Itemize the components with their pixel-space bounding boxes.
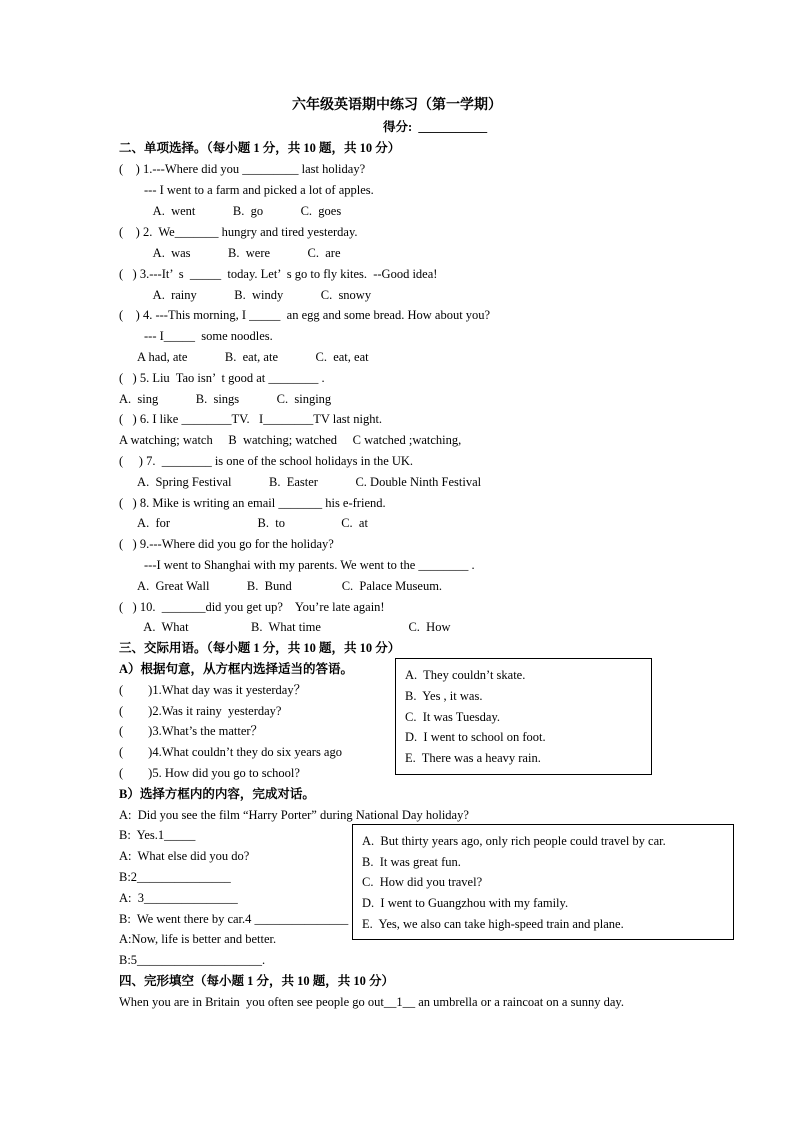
- question-line: ( ) 5. Liu Tao isn’ t good at ________ .: [119, 371, 325, 385]
- partA-question: ( )3.What’s the matter？: [119, 724, 264, 738]
- question-line: ( ) 4. ---This morning, I _____ an egg and some bread. How about you?: [119, 308, 491, 322]
- question-line: ( ) 3.---It’ s _____ today. Let’ s go to fly kites. --Good idea!: [119, 267, 438, 281]
- section3-heading: 三、交际用语。（每小题 1 分，共 10 题，共 10 分）: [119, 641, 401, 655]
- partA-question: ( )5. How did you go to school?: [119, 766, 300, 780]
- question-line: --- I_____ some noodles.: [119, 329, 273, 343]
- question-line: ( ) 2. We_______ hungry and tired yesterday.: [119, 225, 358, 239]
- dialog-line: B:2_______________: [119, 870, 231, 884]
- question-line: A. What B. What time C. How: [119, 620, 451, 634]
- dialog-line: A: Did you see the film “Harry Porter” during National Day holiday?: [119, 808, 469, 822]
- partB-option: C. How did you travel?: [362, 875, 483, 889]
- question-line: --- I went to a farm and picked a lot of apples.: [119, 183, 374, 197]
- question-line: A had, ate B. eat, ate C. eat, eat: [119, 350, 369, 364]
- dialog-line: B: Yes.1_____: [119, 828, 196, 842]
- cloze-text: When you are in Britain you often see people go out__1__ an umbrella or a raincoat on a sunny day.: [119, 995, 624, 1009]
- partA-options-box: [395, 658, 652, 775]
- partB-option: A. But thirty years ago, only rich people could travel by car.: [362, 834, 666, 848]
- question-line: A. was B. were C. are: [119, 246, 341, 260]
- section4-heading: 四、完形填空（每小题 1 分，共 10 题，共 10 分）: [119, 974, 395, 988]
- question-line: ---I went to Shanghai with my parents. We went to the ________ .: [119, 558, 475, 572]
- question-line: A. Great Wall B. Bund C. Palace Museum.: [119, 579, 443, 593]
- partA-option: A. They couldn’t skate.: [405, 668, 526, 682]
- partA-heading: A）根据句意，从方框内选择适当的答语。: [119, 662, 354, 676]
- question-line: A. went B. go C. goes: [119, 204, 342, 218]
- dialog-line: B: We went there by car.4 _______________: [119, 912, 349, 926]
- page-title: 六年级英语期中练习（第一学期）: [292, 98, 502, 113]
- dialog-line: B:5____________________.: [119, 953, 266, 967]
- question-line: A. Spring Festival B. Easter C. Double Ninth Festival: [119, 475, 482, 489]
- dialog-line: A: 3_______________: [119, 891, 238, 905]
- partA-option: C. It was Tuesday.: [405, 710, 501, 724]
- partA-question: ( )2.Was it rainy yesterday?: [119, 704, 282, 718]
- question-line: ( ) 1.---Where did you _________ last holiday?: [119, 162, 366, 176]
- partA-question: ( )1.What day was it yesterday？: [119, 683, 307, 697]
- score-label: 得分: ___________: [383, 120, 488, 134]
- partB-option: D. I went to Guangzhou with my family.: [362, 896, 569, 910]
- question-line: ( ) 8. Mike is writing an email _______ his e-friend.: [119, 496, 386, 510]
- partB-heading: B）选择方框内的内容，完成对话。: [119, 787, 315, 801]
- question-line: A. for B. to C. at: [119, 516, 368, 530]
- question-line: ( ) 9.---Where did you go for the holiday?: [119, 537, 334, 551]
- question-line: A watching; watch B watching; watched C watched ;watching,: [119, 433, 462, 447]
- section2-heading: 二、单项选择。（每小题 1 分，共 10 题，共 10 分）: [119, 141, 401, 155]
- question-line: ( ) 10. _______did you get up? You’re late again!: [119, 600, 385, 614]
- partB-option: B. It was great fun.: [362, 855, 461, 869]
- dialog-line: A:Now, life is better and better.: [119, 932, 277, 946]
- question-line: ( ) 7. ________ is one of the school holidays in the UK.: [119, 454, 414, 468]
- dialog-line: A: What else did you do?: [119, 849, 250, 863]
- partA-option: B. Yes , it was.: [405, 689, 483, 703]
- partA-question: ( )4.What couldn’t they do six years ago: [119, 745, 342, 759]
- partB-options-box: [352, 824, 734, 940]
- question-line: ( ) 6. I like ________TV. I________TV last night.: [119, 412, 383, 426]
- question-line: A. rainy B. windy C. snowy: [119, 288, 372, 302]
- partA-option: E. There was a heavy rain.: [405, 751, 541, 765]
- partB-option: E. Yes, we also can take high-speed train and plane.: [362, 917, 624, 931]
- partA-option: D. I went to school on foot.: [405, 730, 546, 744]
- question-line: A. sing B. sings C. singing: [119, 392, 332, 406]
